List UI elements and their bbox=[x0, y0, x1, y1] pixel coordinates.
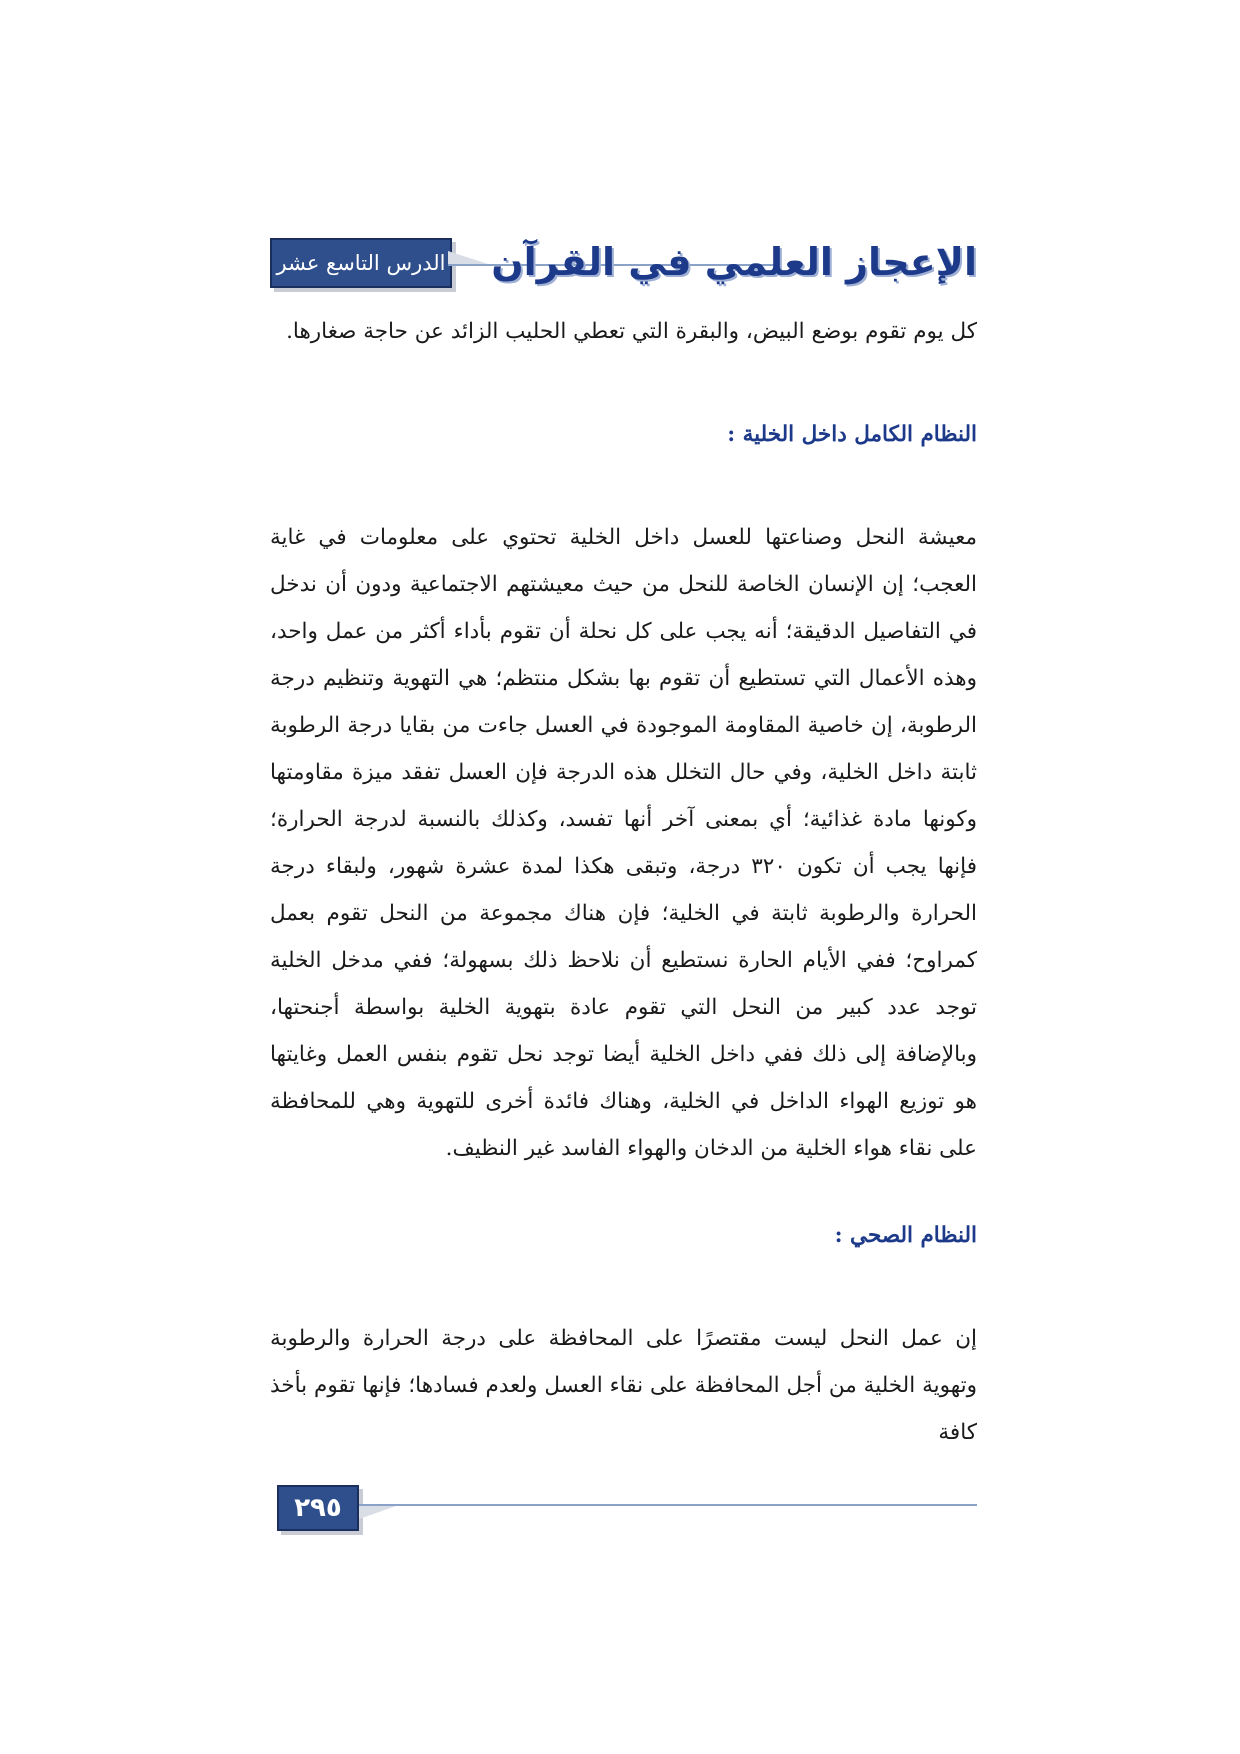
page-footer bbox=[277, 1485, 977, 1533]
section-heading-cell-system: النظام الكامل داخل الخلية : bbox=[727, 422, 977, 447]
page-header bbox=[270, 238, 977, 290]
page-body bbox=[270, 308, 977, 1456]
section-paragraph-cell-system: معيشة النحل وصناعتها للعسل داخل الخلية تحتوي على معلومات في غاية العجب؛ إن الإنسان الخاصة للنحل من حيث معيشتهم الاجتماعية ودون أن ندخل في التفاصيل الدقيقة؛ أنه يجب على كل نحلة أن تقوم بأداء أكثر من عمل واحد، وهذه الأعمال التي تستطيع أن تقوم بها بشكل منتظم؛ هي التهوية وتنظيم درجة الرطوبة، إن خاصية المقاومة الموجودة في العسل جاءت من بقايا درجة الرطوبة ثابتة داخل الخلية، وفي حال التخلل هذه الدرجة فإن العسل تفقد ميزة مقاومتها وكونها مادة غذائية؛ أي بمعنى آخر أنها تفسد، وكذلك بالنسبة لدرجة الحرارة؛ فإنها يجب أن تكون ٣٢٠ درجة، وتبقى هكذا لمدة عشرة شهور، ولبقاء درجة الحرارة والرطوبة ثابتة في الخلية؛ فإن هناك مجموعة من النحل تقوم بعمل كمراوح؛ ففي الأيام الحارة نستطيع أن نلاحظ ذلك بسهولة؛ ففي مدخل الخلية توجد عدد كبير من النحل التي تقوم عادة بتهوية الخلية بواسطة أجنحتها، وبالإضافة إلى ذلك ففي داخل الخلية أيضا توجد نحل تقوم بنفس العمل وغايتها هو توزيع الهواء الداخل في الخلية، وهناك فائدة أخرى للتهوية وهي للمحافظة على نقاء هواء الخلية من الدخان والهواء الفاسد غير النظيف. bbox=[270, 525, 977, 1161]
section-heading-health-system: النظام الصحي : bbox=[834, 1223, 977, 1248]
intro-paragraph: كل يوم تقوم بوضع البيض، والبقرة التي تعطي الحليب الزائد عن حاجة صغارها. bbox=[286, 319, 977, 344]
footer-rule-shadow bbox=[359, 1505, 399, 1519]
lesson-badge: الدرس التاسع عشر bbox=[270, 238, 452, 288]
footer-rule bbox=[359, 1504, 977, 1506]
section-paragraph-health-system: إن عمل النحل ليست مقتصرًا على المحافظة على درجة الحرارة والرطوبة وتهوية الخلية من أجل المحافظة على نقاء العسل ولعدم فسادها؛ فإنها تقوم بأخذ كافة bbox=[270, 1326, 977, 1445]
book-title: الإعجاز العلمي في القرآن bbox=[491, 240, 977, 284]
page-number: ٢٩٥ bbox=[277, 1485, 359, 1531]
